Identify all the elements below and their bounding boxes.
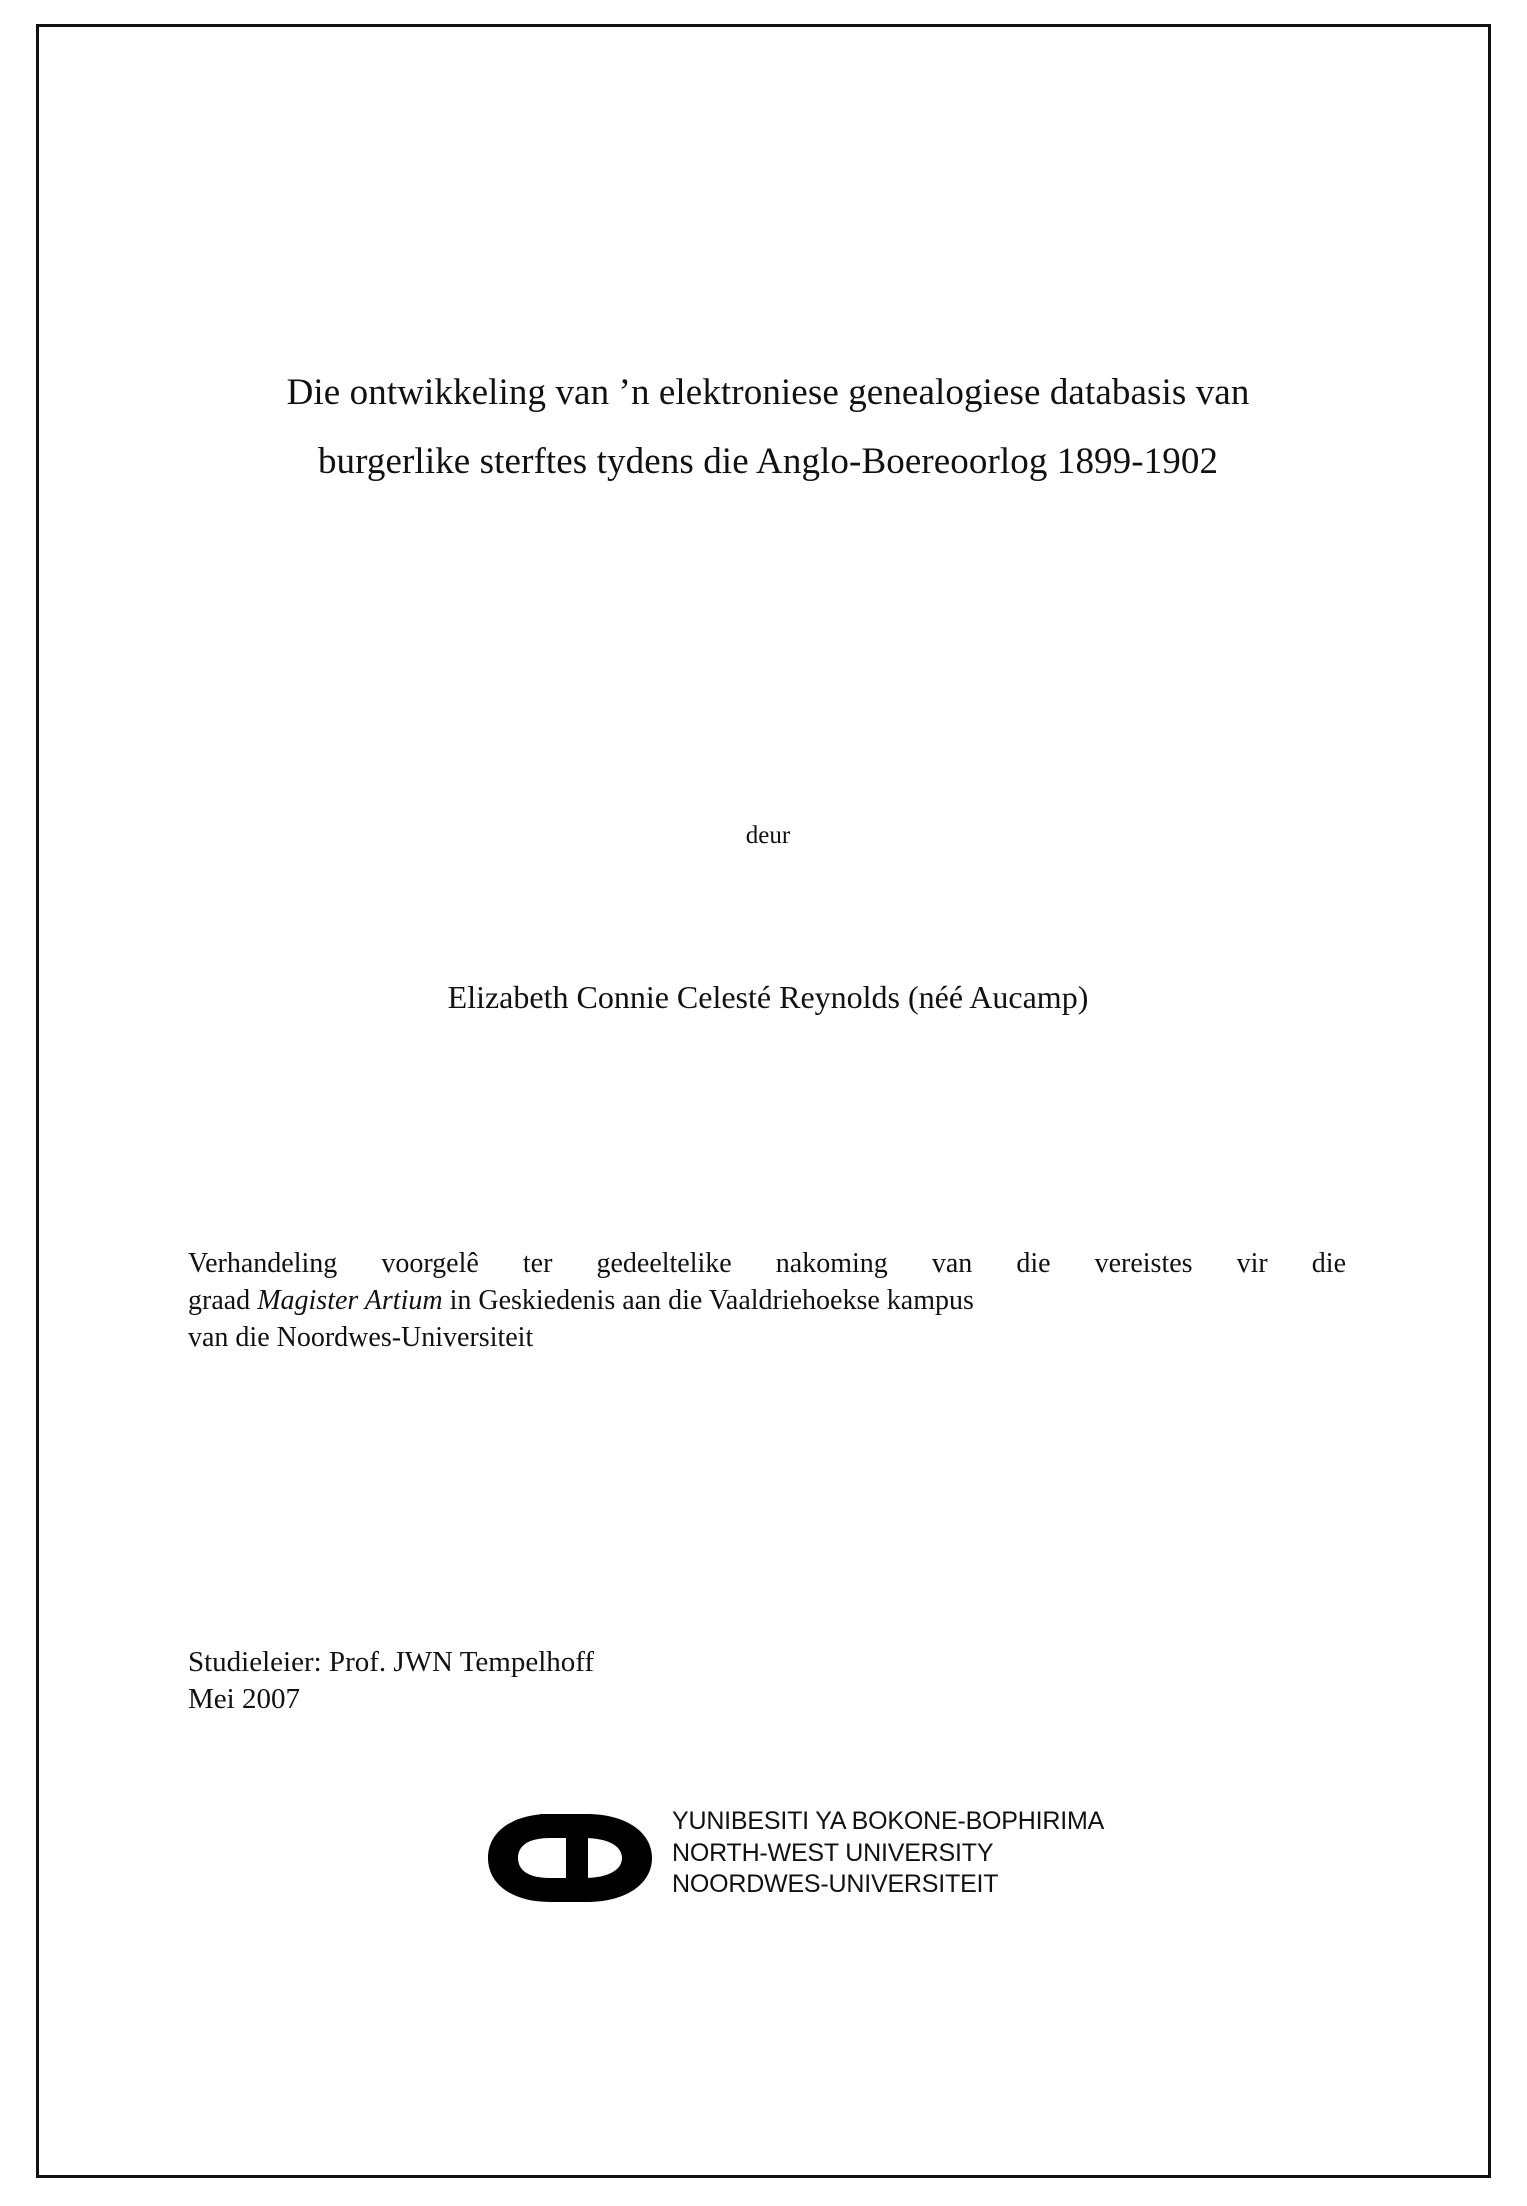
supervisor-block (188, 1644, 1346, 1718)
degree-statement (188, 1246, 1346, 1357)
degree-statement-line-3: van die Noordwes-Universiteit (188, 1321, 534, 1353)
title-line-2: burgerlike sterftes tydens die Anglo-Boereoorlog 1899-1902 (317, 441, 1219, 482)
degree-statement-line-2 (188, 1283, 1346, 1320)
page-title (188, 374, 1348, 480)
degree-statement-line-1: Verhandeling voorgelê ter gedeeltelike nakoming van die vereistes vir die (188, 1248, 1346, 1279)
nwu-logo-mark (480, 1804, 670, 1912)
title-line-1: Die ontwikkeling van ’n elektroniese genealogiese databasis van (286, 372, 1250, 413)
title-page-content (188, 24, 1348, 2178)
logo-text-line-2: NORTH-WEST UNIVERSITY (672, 1838, 994, 1867)
logo-text-line-1: YUNIBESITI YA BOKONE-BOPHIRIMA (672, 1807, 1105, 1835)
submission-date: Mei 2007 (188, 1683, 300, 1716)
author-name: Elizabeth Connie Celesté Reynolds (néé Aucamp) (447, 979, 1089, 1015)
logo-text-line-3: NOORDWES-UNIVERSITEIT (672, 1870, 999, 1898)
by-label: deur (745, 822, 791, 849)
degree-name-italic: Magister Artium (257, 1284, 443, 1316)
university-logo (480, 1800, 1105, 1920)
logo-text-block (672, 1806, 1104, 1901)
degree-statement-line-2-suffix: in Geskiedenis aan die Vaaldriehoekse kampus (442, 1284, 974, 1316)
degree-statement-line-2-prefix: graad (188, 1284, 258, 1316)
supervisor-name: Studieleier: Prof. JWN Tempelhoff (188, 1646, 595, 1678)
